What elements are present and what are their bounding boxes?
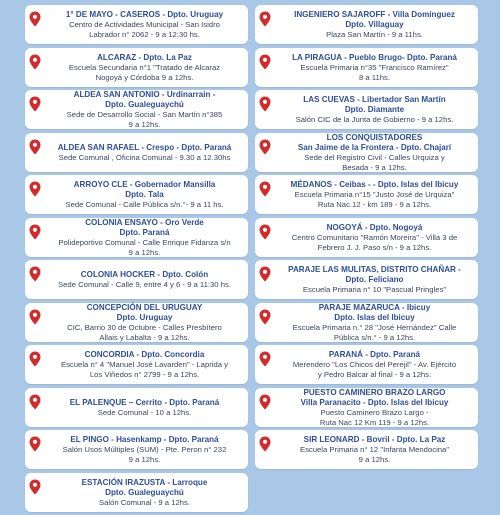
location-details — [275, 115, 474, 125]
location-title: CONCEPCIÓN DEL URUGUAY — [86, 302, 203, 312]
location-details — [45, 63, 244, 83]
location-card — [25, 303, 248, 342]
left-column — [25, 5, 248, 515]
location-card — [255, 175, 478, 214]
detail-line: Escuela Primaria n°35 "Francisco Ramírez" — [300, 62, 449, 72]
detail-line: Centro Comunitario "Ramón Moreira" - Villa 3 de — [291, 232, 458, 242]
location-pin-icon — [259, 309, 271, 325]
detail-line: Sede Comunal - Calle 9, entre 4 y 6 - 9 a 11:30 hs. — [58, 280, 231, 290]
location-card — [255, 48, 478, 87]
location-card — [255, 260, 478, 299]
location-title: EL PALENQUE – Cerrito - Dpto. Paraná — [69, 397, 220, 407]
location-details — [275, 408, 474, 428]
location-title: ESTACIÓN IRAZUSTA - Larroque — [81, 477, 208, 487]
detail-line: Sede Comunal , Oficina Comunal - 9.30 a 12.30hs — [58, 152, 231, 162]
detail-line: CIC, Barrio 30 de Octubre - Calles Presbítero — [67, 322, 222, 332]
location-card — [25, 388, 248, 427]
location-title: PARAJE MAZARUCA - Ibicuy — [318, 302, 431, 312]
detail-line: Los Viñedos n° 2799 - 9 a 12hs. — [89, 370, 200, 379]
detail-line: Centro de Actividades Municipal - San Isidro — [69, 20, 220, 30]
detail-line: Salón Usos Múltiples (SUM) - Pte. Peron n° 232 — [62, 445, 227, 455]
detail-line: Escuela Secundaria n°1 "Tratado de Alcaraz — [68, 62, 221, 72]
location-pin-icon — [29, 224, 41, 240]
detail-line: 9 a 12hs. — [128, 120, 161, 129]
location-details — [275, 360, 474, 380]
location-title: Dpto. Gualeguaychú — [105, 487, 184, 497]
location-title: Dpto. Villaguay — [345, 20, 404, 30]
detail-line: Escuela Primaria n° 12 "Infanta Mendocina" — [299, 445, 450, 455]
location-title: Dpto. Feliciano — [345, 275, 404, 285]
detail-line: Febrero J. J. Paso s/n - 9 a 12hs. — [317, 242, 432, 252]
location-title: PARAJE LAS MULITAS, DISTRITO CHAÑAR - — [288, 265, 461, 275]
location-pin-icon — [29, 54, 41, 70]
location-details — [275, 153, 474, 173]
location-pin-icon — [29, 11, 41, 27]
location-pin-icon — [259, 351, 271, 367]
location-pin-icon — [259, 96, 271, 112]
location-title: LOS CONQUISTADORES — [326, 132, 423, 142]
detail-line: Escuela Primaria n°15 "Justo José de Urquiza" — [294, 190, 455, 200]
detail-line: Escuela Primaria n.° 28 "José Hernández" Calle — [292, 322, 457, 332]
location-card — [255, 303, 478, 342]
location-title: SIR LEONARD - Bovril - Dpto. La Paz — [303, 435, 446, 445]
location-title: Dpto. Diamante — [344, 105, 405, 115]
detail-line: Escuela Primaria n° 10 "Pascual Pringles" — [302, 285, 447, 295]
location-details — [45, 323, 244, 343]
location-title: PUESTO CAMINERO BRAZO LARGO — [303, 387, 446, 397]
location-card — [25, 133, 248, 172]
detail-line: Nogoyá y Córdoba 9 a 12hs. — [95, 72, 194, 82]
location-details — [275, 190, 474, 210]
location-pin-icon — [259, 436, 271, 452]
location-details — [45, 408, 244, 418]
location-title: COLONIA ENSAYO - Oro Verde — [85, 217, 204, 227]
location-details — [45, 498, 244, 508]
location-title: ALCARAZ - Dpto. La Paz — [97, 52, 192, 62]
location-title: 1° DE MAYO - CASEROS - Dpto. Uruguay — [65, 10, 224, 20]
location-title: LAS CUEVAS - Libertador San Martín — [303, 95, 446, 105]
detail-line: Salón Comunal - 9 a 12hs. — [98, 497, 191, 507]
location-title: Villa Paranacito - Dpto. Islas del Ibicuy — [300, 397, 449, 407]
detail-line: Labrador n° 2062 - 9 a 12:30 hs. — [89, 30, 200, 39]
location-title: Dpto. Uruguay — [116, 312, 173, 322]
location-pin-icon — [259, 11, 271, 27]
location-pin-icon — [29, 181, 41, 197]
location-title: ARROYO CLE - Gobernador Mansilla — [73, 180, 216, 190]
location-card — [25, 260, 248, 299]
location-details — [275, 323, 474, 343]
location-title: NOGOYÁ - Dpto. Nogoyá — [326, 222, 423, 232]
location-title: Dpto. Tala — [125, 190, 164, 200]
location-details — [45, 110, 244, 130]
location-card — [25, 175, 248, 214]
location-title: Dpto. Paraná — [119, 227, 170, 237]
location-pin-icon — [29, 394, 41, 410]
location-card — [25, 48, 248, 87]
right-column — [255, 5, 478, 473]
detail-line: Salón CIC de la Junta de Gobierno - 9 a 12hs. — [295, 115, 454, 125]
location-card — [25, 90, 248, 129]
location-pin-icon — [29, 436, 41, 452]
location-title: Dpto. Islas del Ibicuy — [334, 312, 415, 322]
detail-line: Besada - 9 a 12hs. — [342, 162, 407, 172]
detail-line: 9 a 12hs. — [128, 247, 161, 257]
location-title: EL PINGO - Hasenkamp - Dpto. Paraná — [70, 435, 219, 445]
location-details — [275, 285, 474, 295]
location-details — [275, 233, 474, 253]
location-title: San Jaime de la Frontera - Dpto. Chajarí — [297, 142, 452, 152]
detail-line: Sede Comunal - Calle Pública s/n.°- 9 a 11 hs. — [65, 200, 224, 210]
location-card — [255, 345, 478, 384]
location-pin-icon — [259, 181, 271, 197]
location-details — [275, 30, 474, 40]
location-card — [255, 218, 478, 257]
location-card — [25, 5, 248, 44]
location-pin-icon — [29, 266, 41, 282]
location-card — [25, 345, 248, 384]
detail-line: 9 a 12hs. — [128, 455, 161, 464]
location-pin-icon — [29, 479, 41, 495]
location-title: ALDEA SAN RAFAEL - Crespo - Dpto. Paraná — [57, 142, 232, 152]
location-title: COLONIA HOCKER - Dpto. Colón — [80, 270, 209, 280]
detail-line: Sede del Registro Civil - Calles Urquiza y — [304, 152, 445, 162]
detail-line: Allais y Labalta - 9 a 12hs. — [99, 332, 190, 342]
location-details — [275, 445, 474, 465]
location-card — [25, 430, 248, 469]
location-title: Dpto. Gualeguaychú — [105, 100, 184, 110]
location-pin-icon — [259, 54, 271, 70]
location-title: LA PIRAGUA - Pueblo Brugo- Dpto. Paraná — [292, 52, 457, 62]
detail-line: Polideportivo Comunal - Calle Enrique Fidanza s/n — [58, 237, 231, 247]
location-pin-icon — [29, 309, 41, 325]
location-title: PARANÁ - Dpto. Paraná — [328, 350, 421, 360]
location-details — [45, 445, 244, 465]
detail-line: y Pedro Balcar al final - 9 a 12hs. — [317, 370, 432, 379]
location-card — [255, 430, 478, 469]
location-details — [275, 63, 474, 83]
detail-line: Ruta Nac 12 Km 119 - 9 a 12hs. — [319, 417, 430, 427]
location-details — [45, 153, 244, 163]
location-title: ALDEA SAN ANTONIO - Urdinarrain - — [73, 90, 216, 100]
location-pin-icon — [259, 394, 271, 410]
detail-line: 9 a 12hs. — [358, 455, 391, 464]
location-card — [25, 473, 248, 512]
location-details — [45, 280, 244, 290]
location-details — [45, 20, 244, 40]
location-title: CONCORDIA - Dpto. Concordia — [84, 350, 205, 360]
location-title: INGENIERO SAJAROFF - Villa Domínguez — [294, 10, 455, 20]
location-title: MÉDANOS - Ceibas - - Dpto. Islas del Ibicuy — [290, 180, 459, 190]
location-pin-icon — [259, 224, 271, 240]
location-pin-icon — [29, 96, 41, 112]
location-details — [45, 200, 244, 210]
location-pin-icon — [29, 351, 41, 367]
detail-line: Puesto Caminero Brazo Largo - — [320, 407, 429, 417]
detail-line: Merendero "Los Chicos del Perejil" - Av. Ejército — [292, 360, 457, 370]
location-details — [45, 360, 244, 380]
location-pin-icon — [259, 266, 271, 282]
detail-line: Escuela n° 4 "Manuel José Lavarden" - Laprida y — [60, 360, 229, 370]
location-card — [255, 5, 478, 44]
detail-line: Ruta Nac.12 - km 189 - 9 a 12hs. — [317, 200, 432, 209]
detail-line: Sede de Desarrollo Social - San Martín n°385 — [66, 110, 223, 120]
detail-line: 8 a 11hs. — [358, 72, 391, 82]
detail-line: Sede Comunal - 10 a 12hs. — [97, 407, 192, 417]
detail-line: Pública s/n.° - 9 a 12hs. — [333, 332, 416, 342]
location-pin-icon — [29, 139, 41, 155]
location-card — [255, 133, 478, 172]
location-pin-icon — [259, 139, 271, 155]
location-card — [25, 218, 248, 257]
location-card — [255, 90, 478, 129]
location-card — [255, 388, 478, 427]
location-details — [45, 238, 244, 258]
detail-line: Plaza San Martín - 9 a 11hs. — [326, 30, 423, 40]
